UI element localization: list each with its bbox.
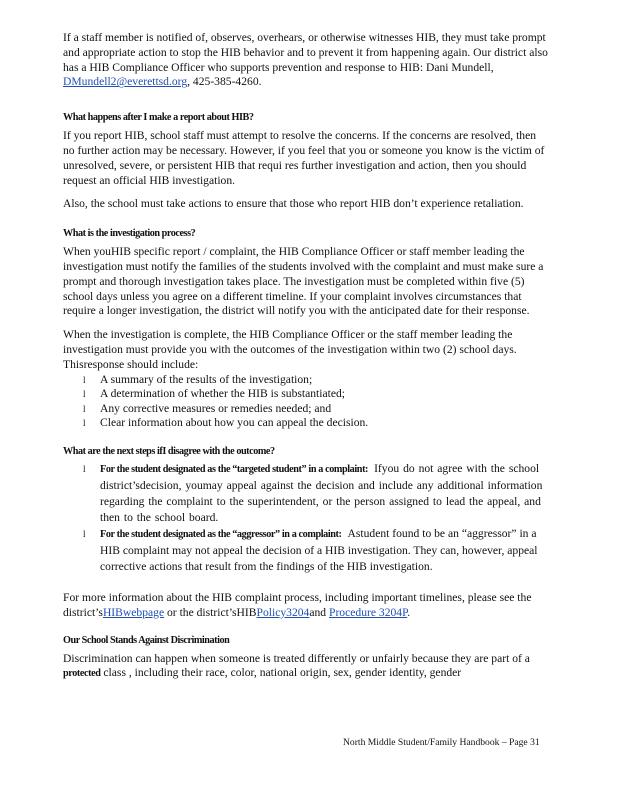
list-item-text: A determination of whether the HIB is substantiated; — [100, 387, 346, 401]
intro-text: If a staff member is notified of, observes, overhears, or otherwise witnesses HIB, they must take prompt and appropriate action to stop the HIB behavior and to prevent it from happening again. Our district also has a HIB Compliance Officer who supports prevention and response to HIB: Dani Mundell, — [63, 31, 548, 74]
list-item-lead: For the student designated as the “aggressor” in a complaint: — [100, 528, 342, 540]
list-item-text: Astudent found to be an “aggressor” in a HIB complaint may not appeal the decision of a HIB investigation. They can, however, appeal corrective actions that result from the findings of the HIB investigation. — [100, 526, 538, 573]
response-list — [63, 373, 548, 431]
list-item-text: Clear information about how you can appeal the decision. — [100, 416, 369, 430]
discrimination-text: class , including their race, color, national origin, sex, gender identity, gender — [100, 666, 462, 680]
discrimination-text: Discrimination can happen when someone is treated differently or unfairly because they are part of a — [63, 651, 530, 665]
list-item-lead: For the student designated as the “targeted student” in a complaint: — [100, 463, 369, 475]
list-item — [63, 387, 548, 402]
report-paragraph-2: Also, the school must take actions to ensure that those who report HIB don’t experience retaliation. — [63, 197, 524, 211]
section-heading-investigation: What is the investigation process? — [63, 228, 196, 240]
bullet-icon: l — [83, 418, 86, 429]
protected-label: protected — [63, 668, 101, 680]
section-heading-next-steps: What are the next steps ifI disagree with the outcome? — [63, 445, 275, 457]
section-heading-discrimination: Our School Stands Against Discrimination — [63, 634, 230, 646]
procedure-link[interactable]: Procedure 3204P — [329, 605, 408, 619]
list-item-text: Ifyou do not agree with the school district’sdecision, youmay appeal against the decision and include any additional information regarding the complaint to the superintendent, or the person assigned to lead the appeal, and then to the school board. — [100, 461, 543, 524]
bullet-icon: l — [83, 463, 86, 474]
page-footer: North Middle Student/Family Handbook – Page 31 — [343, 737, 540, 748]
list-item — [63, 402, 548, 417]
list-item-text: A summary of the results of the investigation; — [100, 372, 313, 386]
more-info-text: For more information about the HIB complaint process, including important timelines, please see the district’s — [63, 590, 532, 619]
phone-text: , 425-385-4260. — [187, 75, 262, 89]
discrimination-paragraph — [63, 652, 548, 683]
intro-paragraph — [63, 31, 548, 90]
more-info-paragraph — [63, 591, 548, 621]
hib-webpage-link[interactable]: HIBwebpage — [102, 605, 165, 619]
more-info-text: or the district’sHIB — [164, 605, 257, 619]
email-link[interactable]: DMundell2@everettsd.org — [63, 75, 188, 89]
more-info-text: and — [309, 605, 329, 619]
list-item — [63, 461, 548, 526]
list-item-text: Any corrective measures or remedies needed; and — [100, 401, 332, 415]
list-item — [63, 373, 548, 388]
appeal-list — [63, 461, 548, 575]
investigation-paragraph-1: When youHIB specific report / complaint, the HIB Compliance Officer or staff member leading the investigation must notify the families of the students involved with the complaint and must make sure a prompt and thorough investigation takes place. The investigation must be completed within five (5) school days unless you agree on a different timeline. If your complaint involves circumstances that require a longer investigation, the district will notify you with the anticipated date for their response. — [63, 245, 544, 318]
bullet-icon: l — [83, 389, 86, 400]
policy-link[interactable]: Policy3204 — [256, 605, 310, 619]
bullet-icon: l — [83, 374, 86, 385]
bullet-icon: l — [83, 403, 86, 414]
list-item — [63, 526, 548, 575]
list-item — [63, 416, 548, 431]
investigation-paragraph-2: When the investigation is complete, the HIB Compliance Officer or the staff member leading the investigation must provide you with the outcomes of the investigation within two (2) school days. Thisresponse should include: — [63, 328, 517, 371]
more-info-text: . — [407, 605, 411, 619]
report-paragraph-1: If you report HIB, school staff must attempt to resolve the concerns. If the concerns are resolved, then no further action may be necessary. However, if you feel that you or someone you know is the victim of unresolved, severe, or persistent HIB that requi res further investigation and action, then you should request an official HIB investigation. — [63, 129, 545, 187]
section-heading-report: What happens after I make a report about HIB? — [63, 112, 254, 124]
bullet-icon: l — [83, 528, 86, 539]
